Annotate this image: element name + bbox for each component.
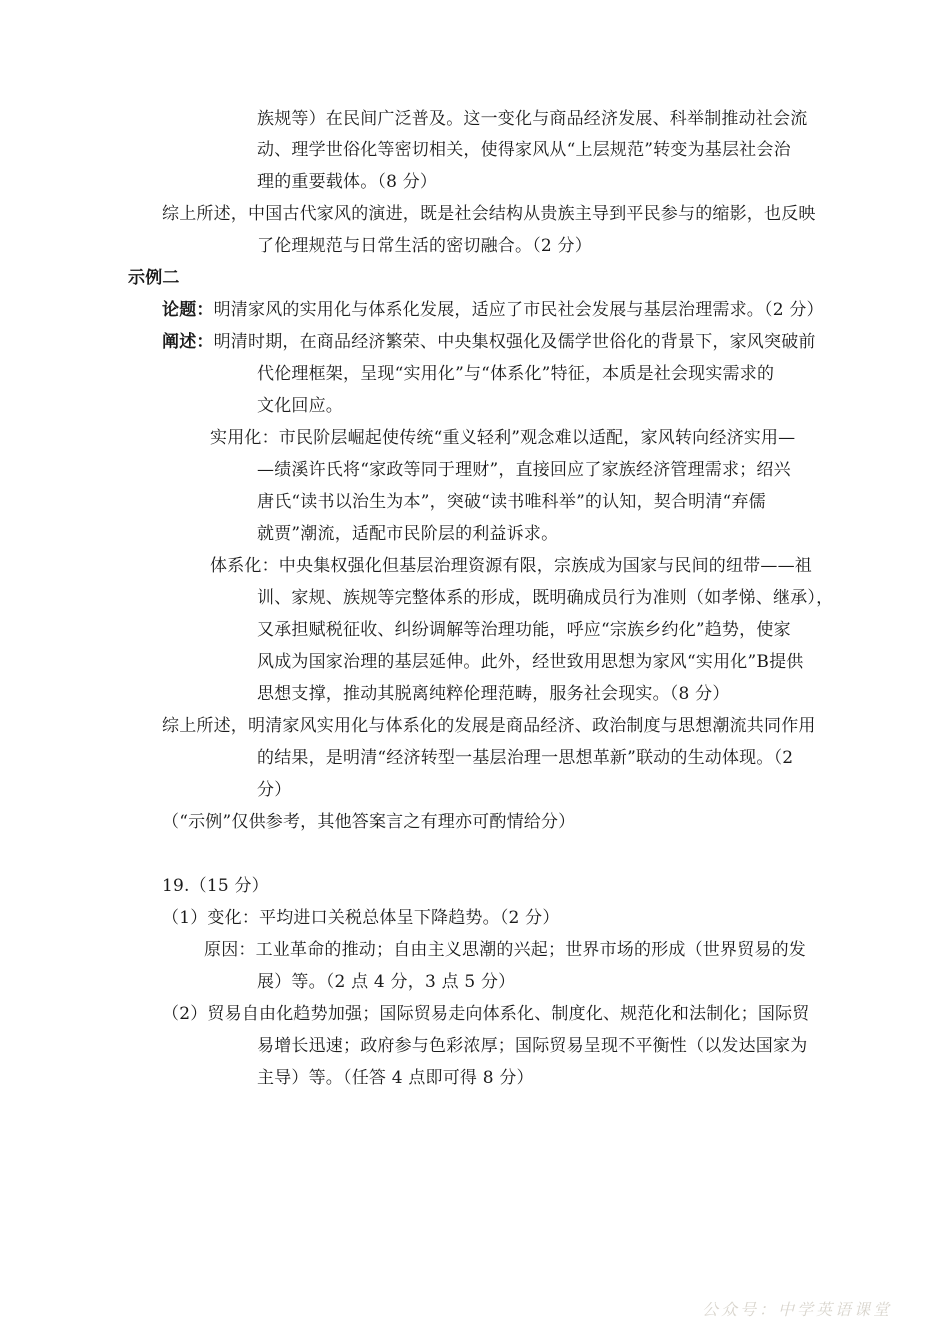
example1-summary-line: 综上所述，中国古代家风的演进，既是社会结构从贵族主导到平民参与的缩影，也反映 <box>162 204 816 224</box>
grading-note: （“示例”仅供参考，其他答案言之有理亦可酌情给分） <box>162 812 576 832</box>
thesis-label: 论题： <box>162 300 214 320</box>
system-line: 训、家规、族规等完整体系的形成，既明确成员行为准则（如孝悌、继承）， <box>257 588 834 608</box>
example2-heading: 示例二 <box>128 268 180 288</box>
practical-line: 唐氏“读书以治生为本”，突破“读书唯科举”的认知，契合明清“弃儒 <box>257 492 766 512</box>
q19-part2-line: 易增长迅速；政府参与色彩浓厚；国际贸易呈现不平衡性（以发达国家为 <box>257 1036 808 1056</box>
example1-text-line: 族规等）在民间广泛普及。这一变化与商品经济发展、科举制推动社会流 <box>257 109 808 129</box>
system-line: 又承担赋税征收、纠纷调解等治理功能，呼应“宗族乡约化”趋势，使家 <box>257 620 791 640</box>
practical-line: 实用化：市民阶层崛起使传统“重义轻利”观念难以适配，家风转向经济实用— <box>210 428 796 448</box>
elaboration-text: 明清时期，在商品经济繁荣、中央集权强化及儒学世俗化的背景下，家风突破前 <box>213 332 816 352</box>
system-line: 思想支撑，推动其脱离纯粹伦理范畴，服务社会现实。（8 分） <box>257 684 730 704</box>
elaboration-line: 代伦理框架，呈现“实用化”与“体系化”特征，本质是社会现实需求的 <box>257 364 775 384</box>
q19-part2-line: （2）贸易自由化趋势加强；国际贸易走向体系化、制度化、规范化和法制化；国际贸 <box>162 1004 810 1024</box>
example2-summary-line: 的结果，是明清“经济转型一基层治理一思想革新”联动的生动体现。（2 <box>257 748 794 768</box>
elaboration-paragraph <box>162 330 816 354</box>
elaboration-label: 阐述： <box>162 332 214 352</box>
practical-line: 就贾”潮流，适配市民阶层的利益诉求。 <box>257 524 559 544</box>
q19-part1-reason: 展）等。（2 点 4 分，3 点 5 分） <box>257 972 516 992</box>
practical-line: —绩溪许氏将“家政等同于理财”，直接回应了家族经济管理需求；绍兴 <box>257 460 791 480</box>
q19-part1-reason: 原因：工业革命的推动；自由主义思潮的兴起；世界市场的形成（世界贸易的发 <box>204 940 806 960</box>
elaboration-line: 文化回应。 <box>257 396 343 416</box>
system-line: 体系化：中央集权强化但基层治理资源有限，宗族成为国家与民间的纽带——祖 <box>210 556 812 576</box>
example1-summary-line: 了伦理规范与日常生活的密切融合。（2 分） <box>257 236 592 256</box>
example2-summary-line: 分） <box>257 780 292 800</box>
system-line: 风成为国家治理的基层延伸。此外，经世致用思想为家风“实用化”B提供 <box>257 652 804 672</box>
thesis-paragraph <box>162 298 824 322</box>
example1-text-line: 动、理学世俗化等密切相关，使得家风从“上层规范”转变为基层社会治 <box>257 140 791 160</box>
thesis-text: 明清家风的实用化与体系化发展，适应了市民社会发展与基层治理需求。（2 分） <box>213 300 824 320</box>
example2-summary-line: 综上所述，明清家风实用化与体系化的发展是商品经济、政治制度与思想潮流共同作用 <box>162 716 816 736</box>
q19-heading: 19.（15 分） <box>162 876 269 896</box>
q19-part1-change: （1）变化：平均进口关税总体呈下降趋势。（2 分） <box>162 908 560 928</box>
q19-part2-line: 主导）等。（任答 4 点即可得 8 分） <box>257 1068 534 1088</box>
watermark: 公众号：中学英语课堂 <box>701 1300 892 1319</box>
example1-text-line: 理的重要载体。（8 分） <box>257 172 438 192</box>
